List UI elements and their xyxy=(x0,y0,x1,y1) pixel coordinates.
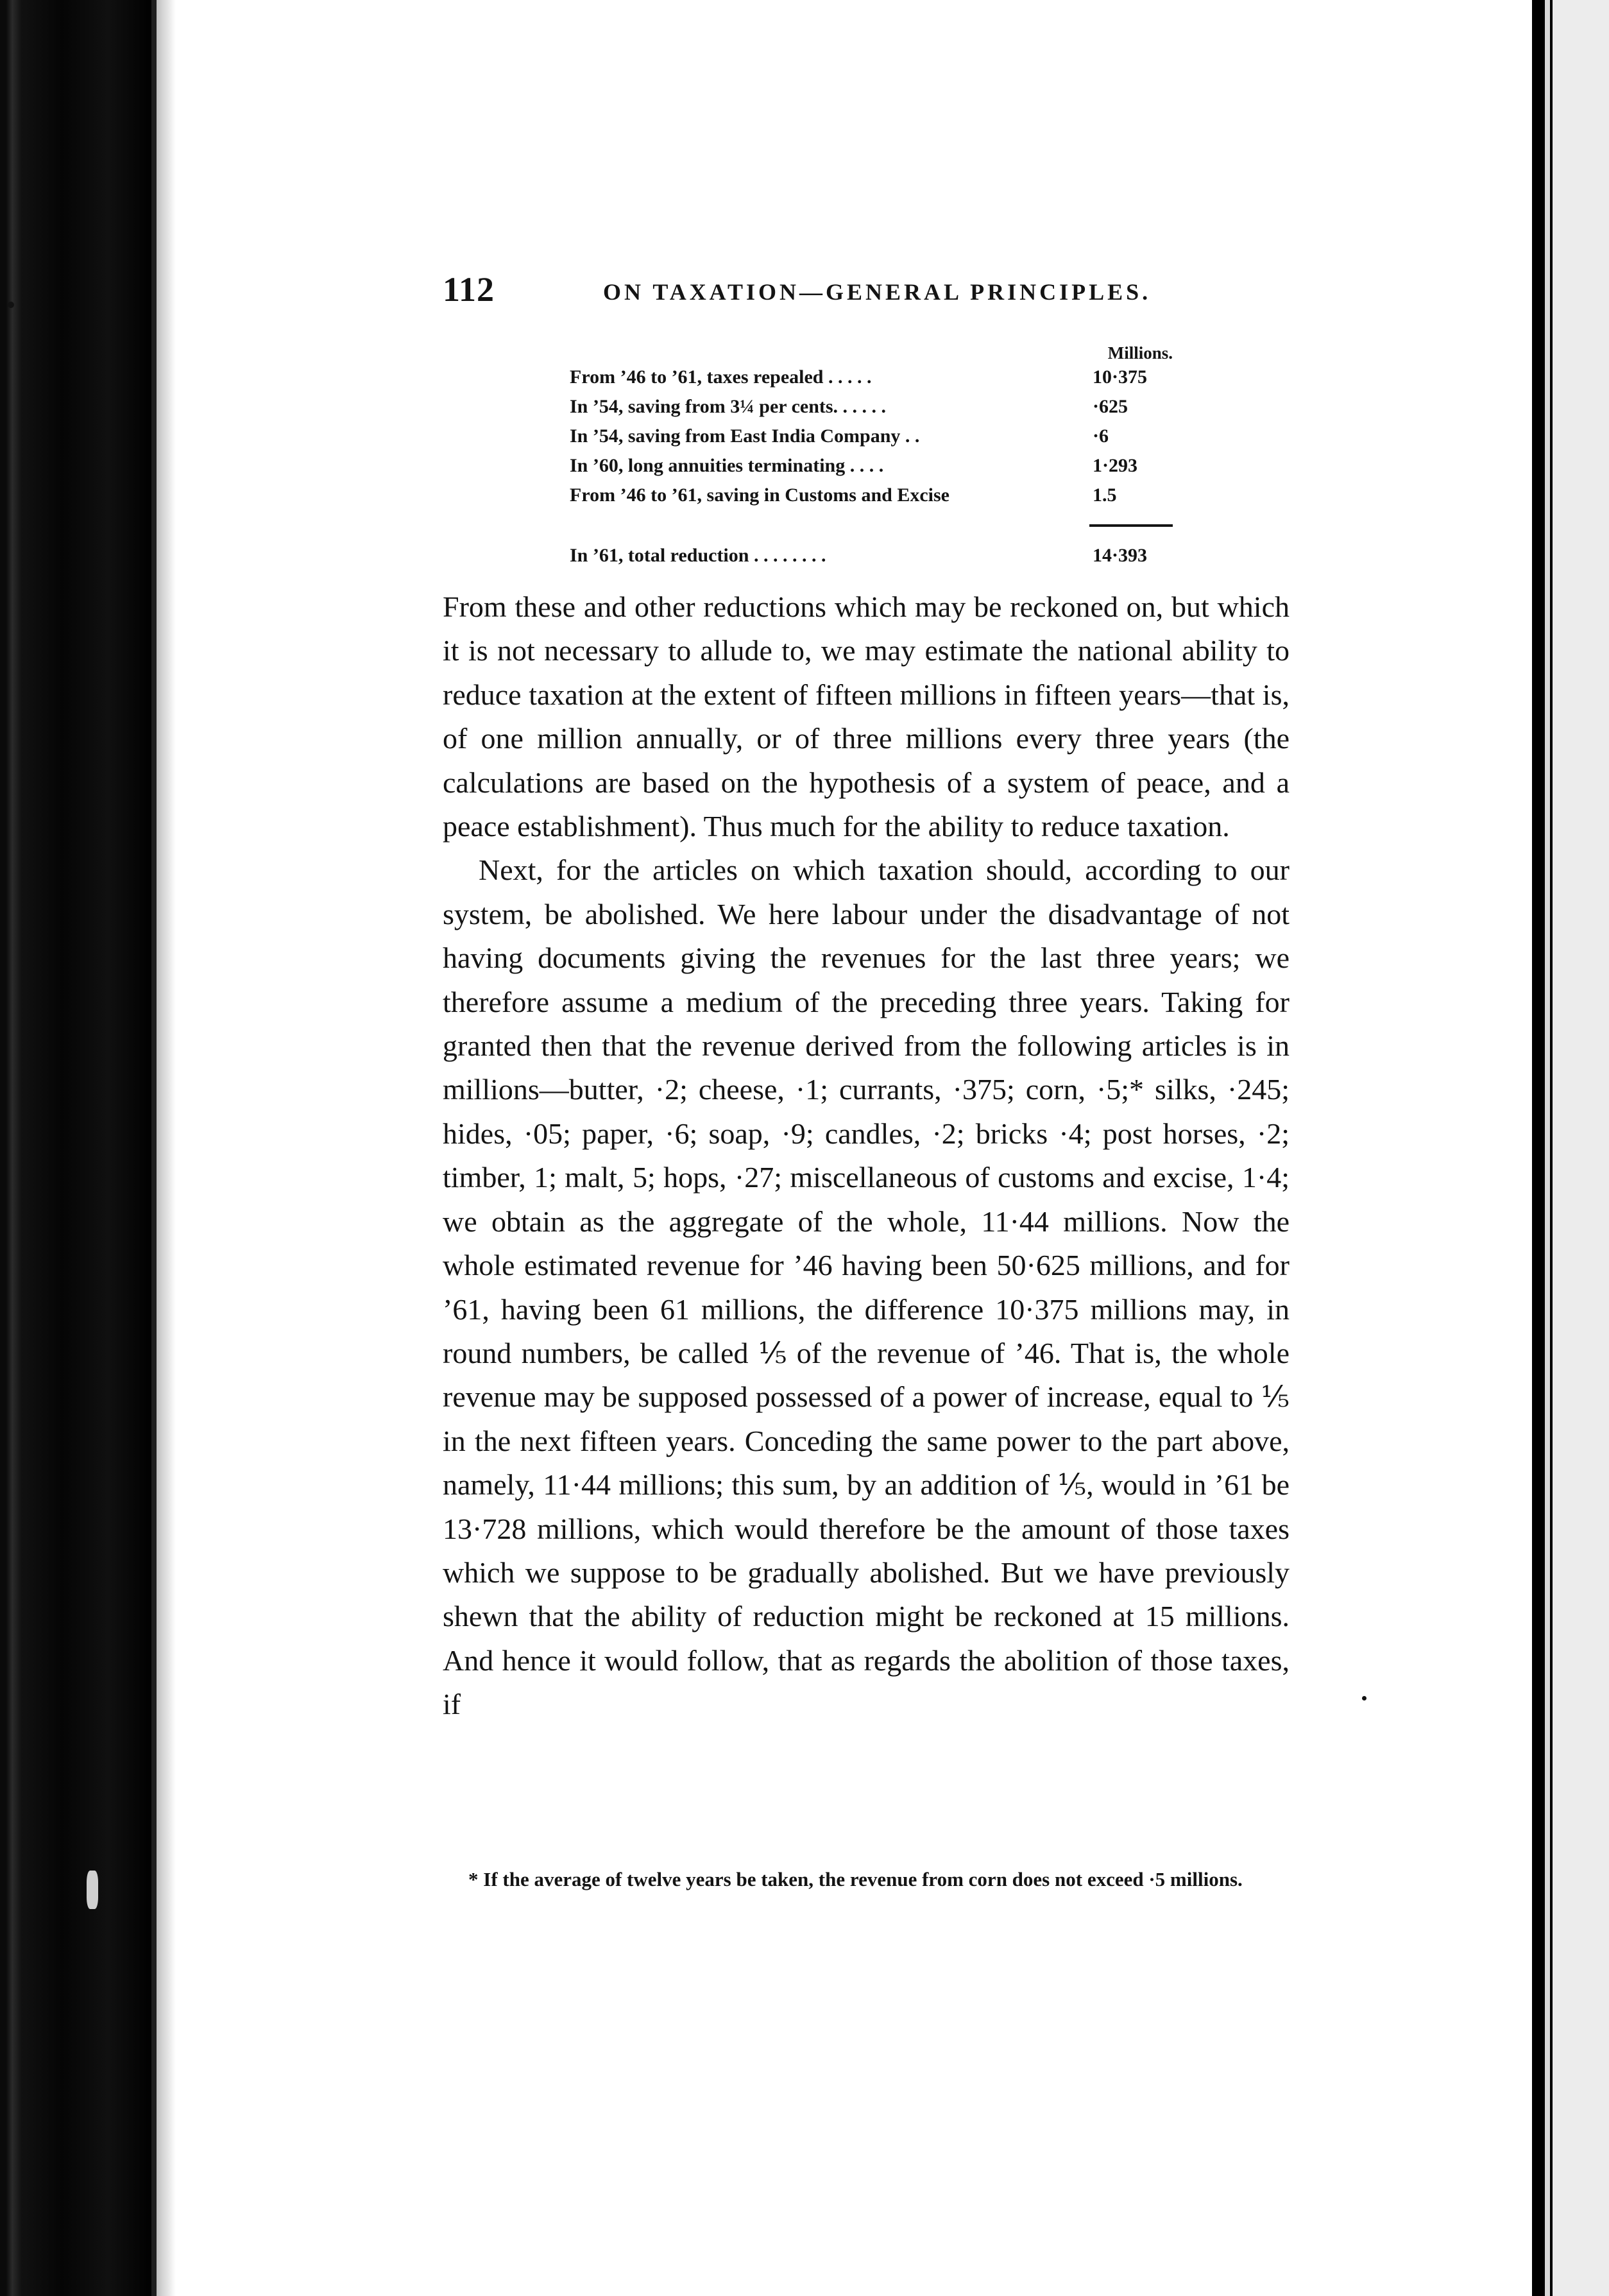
units-label: Millions. xyxy=(1107,343,1173,363)
next-page-sliver xyxy=(1553,0,1609,2296)
row-amount: 10·375 xyxy=(1093,366,1148,388)
scan-speck xyxy=(1362,1696,1366,1701)
total-label: In ’61, total reduction . . . . . . . . xyxy=(570,545,826,566)
scan-speck xyxy=(87,1871,98,1909)
scan-speck xyxy=(8,302,14,308)
row-amount: ·625 xyxy=(1093,396,1128,417)
table-row xyxy=(570,455,1173,483)
footnote: * If the average of twelve years be taken, the revenue from corn does not exceed ·5 millions. xyxy=(468,1868,1243,1890)
row-amount: ·6 xyxy=(1093,425,1109,447)
page-edge-strip xyxy=(151,0,157,2296)
page-number: 112 xyxy=(443,270,495,309)
paragraph: From these and other reductions which may be reckoned on, but which it is not necessary to allude to, we may estimate the national ability to reduce taxation at the extent of fifteen millions in fifteen years—that is, of one million annually, or of three millions every three years (the calculations are based on the hypothesis of a system of peace, and a peace establishment). Thus much for the ability to reduce taxation. xyxy=(443,590,1290,843)
table-row xyxy=(570,425,1173,454)
row-label: From ’46 to ’61, taxes repealed . . . . . xyxy=(570,366,872,388)
row-amount: 1·293 xyxy=(1093,455,1138,476)
paragraph: Next, for the articles on which taxation should, according to our system, be abolished. We here labour under the disadvantage of not having documents giving the revenues for the last three years; we therefore assume a medium of the preceding three years. Taking for granted then that the revenue derived from the following articles is in millions—butter, ·2; cheese, ·1; currants, ·375; corn, ·5;* silks, ·245; hides, ·05; paper, ·6; soap, ·9; candles, ·2; bricks ·4; post horses, ·2; timber, 1; malt, 5; hops, ·27; miscellaneous of customs and excise, 1·4; we obtain as the aggregate of the whole, 11·44 millions. Now the whole estimated revenue for ’46 having been 50·625 millions, and for ’61, having been 61 millions, the difference 10·375 millions may, in round numbers, be called ⅕ of the revenue of ’46. That is, the whole revenue may be supposed possessed of a power of increase, equal to ⅕ in the next fifteen years. Conceding the same power to the part above, namely, 11·44 millions; this sum, by an addition of ⅕, would in ’61 be 13·728 millions, which would therefore be the amount of those taxes which we suppose to be gradually abolished. But we have previously shewn that the ability of reduction might be reckoned at 15 millions. And hence it would follow, that as regards the abolition of those taxes, if xyxy=(443,853,1290,1721)
book-gutter-right xyxy=(1532,0,1609,2296)
table-row xyxy=(570,366,1173,395)
next-page-edge xyxy=(1545,0,1550,2296)
row-amount: 1.5 xyxy=(1093,484,1117,506)
row-label: In ’60, long annuities terminating . . . . xyxy=(570,455,884,476)
row-label: In ’54, saving from 3¼ per cents. . . . . . xyxy=(570,396,887,417)
total-amount: 14·393 xyxy=(1093,545,1148,566)
body-text xyxy=(443,585,1290,1727)
table-row xyxy=(570,484,1173,513)
book-gutter-left xyxy=(0,0,154,2296)
table-total-row xyxy=(570,545,1173,573)
running-head xyxy=(443,270,1180,314)
page-shadow xyxy=(157,0,176,2296)
row-label: From ’46 to ’61, saving in Customs and Excise xyxy=(570,484,949,506)
table-row xyxy=(570,396,1173,424)
row-label: In ’54, saving from East India Company . . xyxy=(570,425,920,447)
sum-rule xyxy=(1089,524,1173,527)
running-title: ON TAXATION—GENERAL PRINCIPLES. xyxy=(603,279,1152,305)
